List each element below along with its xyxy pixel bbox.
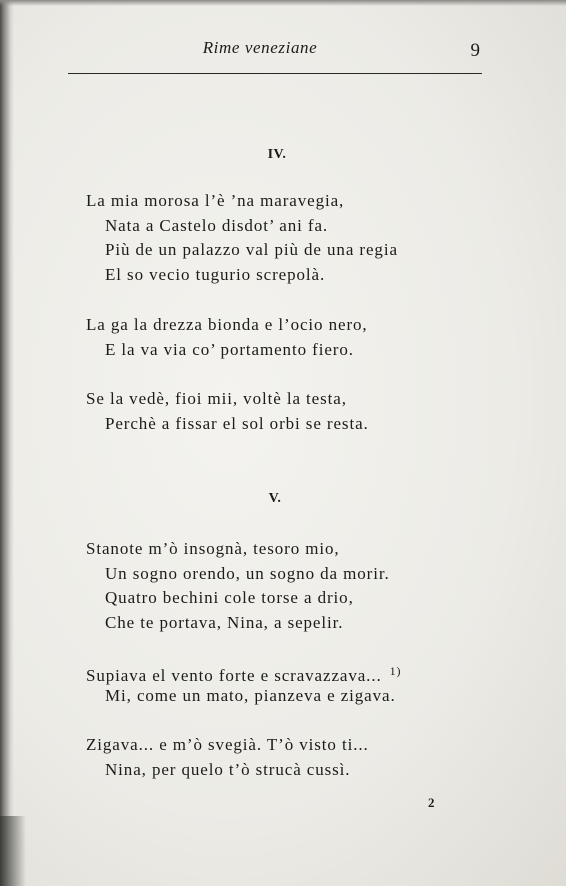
verse-line: Più de un palazzo val più de una regia [105,240,398,259]
section-number-iv: IV. [267,147,287,162]
verse-line: La ga la drezza bionda e l’ocio nero, [86,315,368,334]
running-title: Rime veneziane [202,38,318,57]
verse-text: Supiava el vento forte e scravazzava... [86,666,382,685]
poem-iv-stanza-1 [0,189,566,287]
poem-v-stanza-1 [0,537,566,635]
section-number-v: V. [268,491,282,506]
verse-line: El so vecio tugurio screpolà. [105,264,326,284]
page-top-shadow [0,0,566,6]
poem-iv-stanza-2 [0,313,566,362]
page-corner-shadow [0,816,26,886]
page-header [70,34,480,64]
verse-line: Che te portava, Nina, a sepelir. [105,612,344,632]
verse-line: Zigava... e m’ò svegià. T’ò visto ti... [86,735,369,754]
verse-line: Nina, per quelo t’ò strucà cussì. [105,759,351,779]
verse-line: E la va via co’ portamento fiero. [105,339,354,359]
verse-line: Quatro bechini cole torse a drio, [105,588,354,607]
verse-line: Mi, come un mato, pianzeva e zigava. [105,685,396,705]
verse-line: Perchè a fissar el sol orbi se resta. [105,413,369,433]
verse-line: Se la vedè, fioi mii, voltè la testa, [86,389,347,408]
verse-line: Nata a Castelo disdot’ ani fa. [105,215,329,235]
verse-line: La mia morosa l’è ’na maravegia, [86,191,345,210]
verse-line: Stanote m’ò insognà, tesoro mio, [86,539,340,558]
verse-line: Un sogno orendo, un sogno da morir. [105,563,390,583]
printer-signature-mark: 2 [428,795,435,810]
poem-v-stanza-2 [0,659,566,708]
poem-v-stanza-3 [0,733,566,782]
page-number: 9 [470,40,480,61]
header-rule [68,73,482,74]
poem-iv-stanza-3 [0,387,566,436]
verse-line-with-note [0,659,566,684]
footnote-reference: 1) [389,664,402,678]
